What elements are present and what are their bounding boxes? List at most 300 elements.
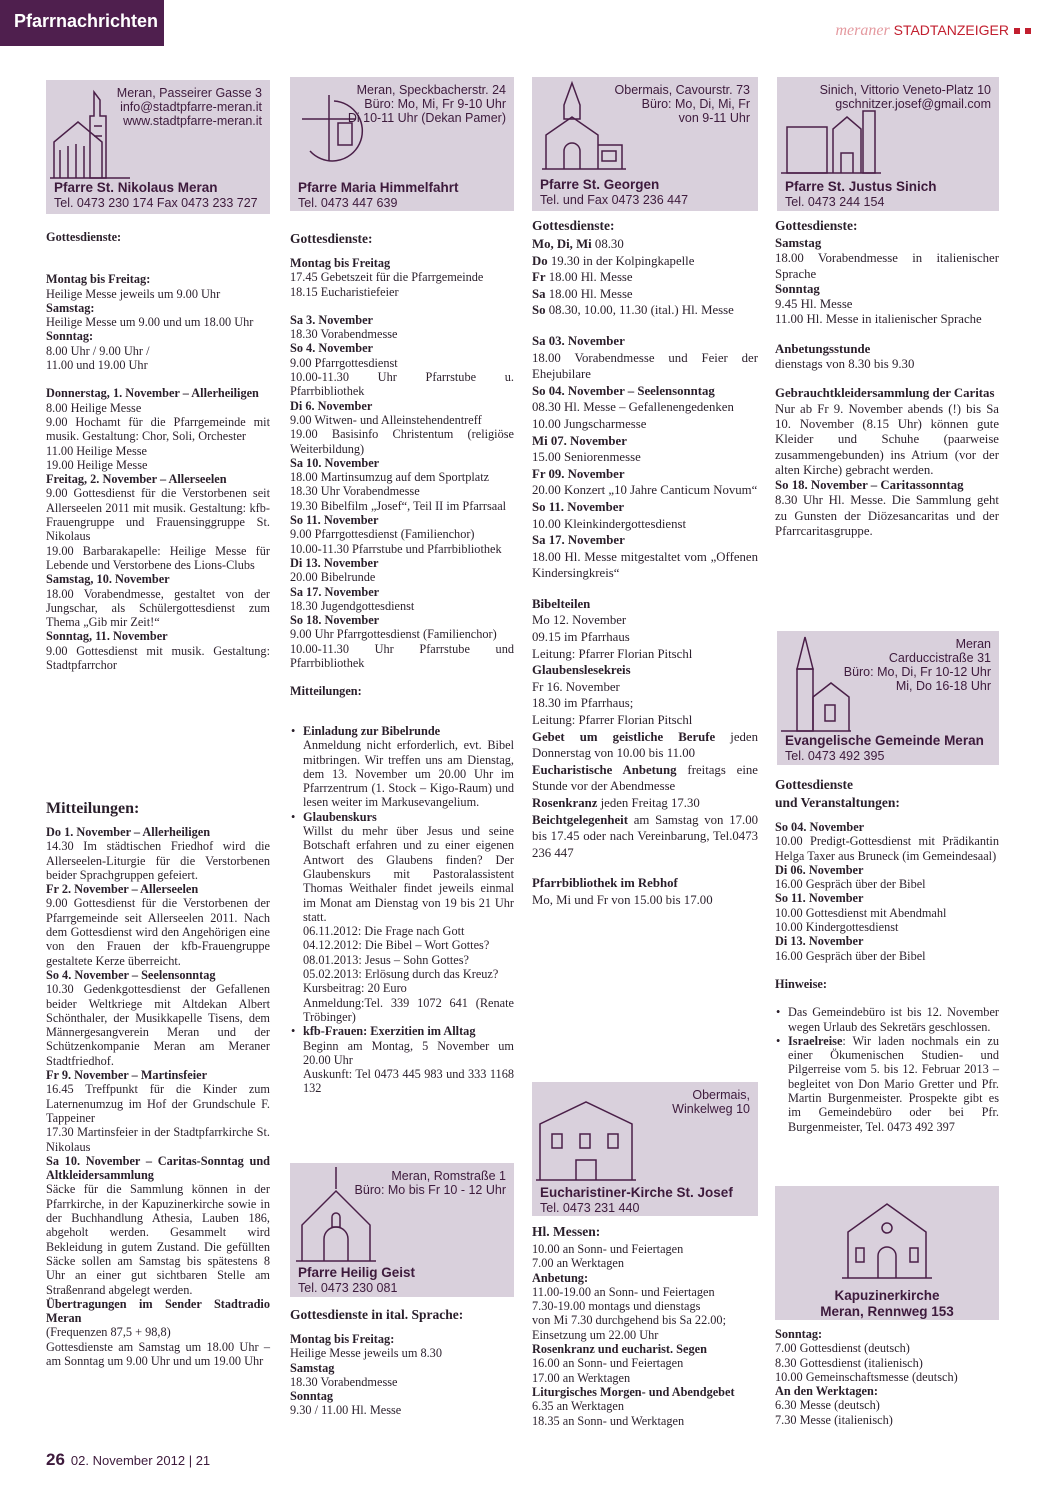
entry-text: 17.00 an Werktagen xyxy=(532,1370,631,1385)
spacer xyxy=(532,582,758,596)
entry-text: 10.00-11.30 Uhr Pfarrstube und Pfarrbibliothek xyxy=(290,641,514,671)
entry-text: 16.00 Gespräch über der Bibel xyxy=(775,948,926,963)
notice-item xyxy=(775,1005,999,1034)
parish-phone: Tel. 0473 447 639 xyxy=(298,196,398,210)
parish-box-heiliggeist: Meran, Romstraße 1 Büro: Mo bis Fr 10 - 12 Uhr Pfarre Heilig Geist Tel. 0473 230 081 xyxy=(290,1163,514,1297)
parish-name: Kapuzinerkirche xyxy=(834,1288,940,1303)
entry-text: 9.00 Hochamt für die Pfarrgemeinde mit musik. Gestaltung: Chor, Soli, Orchester xyxy=(46,414,270,444)
notice-body: : Wir laden nochmals ein zu einer Ökumenischen Studien- und Pilgerreise vom 5. bis 12. Februar 2013 – begleitet von Don Mario Gretter und Pfr. Martin Burgenmeister. Prospekte gibt es im Gemeindebüro oder bei Pfr. Burgenmeister, Tel. 0473 492 397 xyxy=(788,1033,999,1134)
entry-text: 18.00 Hl. Messe mitgestaltet vom „Offenen Kindersingkreis“ xyxy=(532,549,758,581)
entry-value: 18.00 Hl. Messe xyxy=(545,286,633,301)
entry-heading xyxy=(532,662,758,679)
entry-text: Leitung: Pfarrer Florian Pitschl xyxy=(532,713,693,728)
page-footer xyxy=(46,1450,210,1470)
parish-name: Pfarre Maria Himmelfahrt xyxy=(298,180,459,195)
entry-text: Heilige Messe jeweils um 8.30 xyxy=(290,1346,442,1361)
notice-line: 05.02.2013: Erlösung durch das Kreuz? xyxy=(303,967,499,982)
notice-item xyxy=(775,1034,999,1134)
spacer xyxy=(290,670,514,684)
entry-heading-text: Sa 3. November xyxy=(290,312,373,327)
parish-box-himmelfahrt: Meran, Speckbacherstr. 24 Büro: Mo, Mi, Fr 9-10 Uhr Di 10-11 Uhr (Dekan Pamer) Pfarre Maria Himmelfahrt Tel. 0473 447 639 xyxy=(290,77,514,211)
column-kapuziner xyxy=(775,1327,999,1427)
entry-text: 10.00-11.30 Uhr Pfarrstube u. Pfarrbibliothek xyxy=(290,370,514,399)
entry-text: 8.30 Uhr Hl. Messe. Die Sammlung geht zu Gunsten der Diözesancaritas und der Pfarrcaritasgruppe. xyxy=(775,493,999,539)
parish-name: Evangelische Gemeinde Meran xyxy=(785,733,984,748)
entry-text: 10.00 Gemeinschaftsmesse (deutsch) xyxy=(775,1369,958,1384)
entry-text: 19.30 Bibelfilm „Josef“, Teil II im Pfarrsaal xyxy=(290,498,507,513)
entry-value: 08.30, 10.00, 11.30 (ital.) Hl. Messe xyxy=(545,303,734,318)
entry-text: 18.30 im Pfarrhaus; xyxy=(532,696,634,711)
entry-heading-text: Sa 03. November xyxy=(532,333,625,348)
entry-heading xyxy=(775,282,999,297)
entry-heading-text: Di 06. November xyxy=(775,862,864,877)
entry-text: 09.15 im Pfarrhaus xyxy=(532,630,630,645)
notice-text xyxy=(303,1024,514,1067)
mitteilungen-himmelfahrt xyxy=(290,724,514,1096)
church-georgen-icon xyxy=(542,79,626,175)
entry-heading xyxy=(775,977,999,991)
entry-value: 19.30 in der Kolpingkapelle xyxy=(547,253,695,268)
entry-text: 9.00 Witwen- und Alleinstehendentreff xyxy=(290,412,482,427)
entry-text: 6.30 Messe (deutsch) xyxy=(775,1398,880,1413)
entry-heading xyxy=(46,472,270,486)
entry-heading xyxy=(46,272,270,286)
column-himmelfahrt xyxy=(290,231,514,713)
entry-label: Mo, Di, Mi xyxy=(532,237,592,251)
entry-text: 10.00 Gottesdienst mit Abendmahl xyxy=(775,905,947,920)
notice-text xyxy=(303,810,514,924)
entry-text: Gottesdienste am Samstag um 18.00 Uhr – am Sonntag um 9.00 Uhr und um 19.00 Uhr xyxy=(46,1339,270,1368)
page-number: 26 xyxy=(46,1450,65,1469)
notice-title: Israelreise xyxy=(788,1033,843,1048)
entry-heading-text: Glaubenslesekreis xyxy=(532,663,631,678)
entry-heading-text: Do 1. November – Allerheiligen xyxy=(46,825,211,839)
parish-box-justus: Sinich, Vittorio Veneto-Platz 10 gschnitzer.josef@gmail.com Pfarre St. Justus Sinich Tel. 0473 244 154 xyxy=(777,77,999,211)
entry-heading xyxy=(532,383,758,400)
issue-date: 02. November 2012 | 21 xyxy=(70,1453,211,1468)
entry-text: 18.00 Vorabendmesse, gestaltet von der Jungschar, als Schülergottesdienst zum Thema „Gib mir Zeit!“ xyxy=(46,586,270,630)
entry-text: 8.00 Uhr / 9.00 Uhr / xyxy=(46,343,150,358)
entry-heading xyxy=(532,532,758,549)
entry-heading xyxy=(290,1361,514,1375)
entry-heading-text: So 4. November – Seelensonntag xyxy=(46,967,216,982)
spacer xyxy=(775,372,999,386)
entry-heading xyxy=(46,629,270,643)
notice-text xyxy=(303,724,514,810)
entry-heading xyxy=(532,466,758,483)
section-heading: Gottesdienste: xyxy=(532,218,615,233)
entry-heading-text: Pfarrbibliothek im Rebhof xyxy=(532,876,678,891)
spacer xyxy=(290,1325,514,1332)
notice-line: 06.11.2012: Die Frage nach Gott xyxy=(303,924,465,939)
section-heading: Hl. Messen: xyxy=(532,1224,601,1239)
entry-text: 10.00 an Sonn- und Feiertagen xyxy=(532,1242,684,1256)
notice-text xyxy=(788,1005,999,1034)
entry-text xyxy=(532,812,758,862)
entry-heading-text: Freitag, 2. November – Allerseelen xyxy=(46,472,227,487)
entry-heading-text: Liturgisches Morgen- und Abendgebet xyxy=(532,1384,735,1399)
notice-line: 08.01.2013: Jesus – Sohn Gottes? xyxy=(303,952,470,967)
notice-item xyxy=(290,810,514,1024)
spacer xyxy=(46,258,270,272)
section-heading: Gottesdienste: xyxy=(775,218,858,233)
entry-text: 10.00 Kleinkindergottesdienst xyxy=(532,516,687,531)
entry-heading-text: So 11. November xyxy=(532,499,625,514)
entry-text: 10.00-11.30 Pfarrstube und Pfarrbibliothek xyxy=(290,541,502,556)
entry-text: 8.30 Gottesdienst (italienisch) xyxy=(775,1355,923,1370)
entry-heading-text: Mitteilungen: xyxy=(290,684,362,699)
entry-heading-text: Fr 9. November – Martinsfeier xyxy=(46,1068,208,1083)
parish-box-evangelisch: Meran Carduccistraße 31 Büro: Mo, Di, Fr 10-12 Uhr Mi, Do 16-18 Uhr Evangelische Gemeinde Meran Tel. 0473 492 395 xyxy=(777,631,999,765)
parish-address: Meran, Rennweg 153 xyxy=(820,1304,954,1319)
entry-heading-text: Sonntag xyxy=(775,281,820,296)
entry-label: Rosenkranz xyxy=(532,796,598,810)
entry-heading-text: Montag bis Freitag: xyxy=(46,272,151,287)
notice-body: Anmeldung nicht erforderlich, evt. Bibel mitbringen. Wir treffen uns am Dienstag, dem 13. November um 20.00 Uhr im Pfarrzentrum (1. Stock – Kigo-Raum) und lesen weiter im Markusevangelium. xyxy=(303,738,514,810)
church-evangelisch-icon xyxy=(781,635,851,735)
brand-logo: meraner STADTANZEIGER xyxy=(836,22,1032,40)
entry-text xyxy=(532,302,758,319)
spacer xyxy=(290,699,514,713)
entry-heading-text: Sonntag: xyxy=(775,1327,823,1341)
entry-heading xyxy=(775,934,999,948)
spacer xyxy=(46,244,270,258)
entry-heading xyxy=(290,513,514,527)
notice-line: Kursbeitrag: 20 Euro xyxy=(303,981,407,996)
notice-text xyxy=(788,1034,999,1134)
entry-heading xyxy=(46,1154,270,1183)
spacer xyxy=(775,328,999,342)
entry-text: 18.30 Vorabendmesse xyxy=(290,327,398,342)
entry-heading-text: So 11. November xyxy=(290,513,379,528)
entry-text: von Mi 7.30 durchgehend bis Sa 22.00; Einsetzung um 22.00 Uhr xyxy=(532,1313,727,1342)
entry-text xyxy=(532,286,758,303)
entry-heading-text: So 18. November – Caritassonntag xyxy=(775,478,964,493)
entry-heading-text: Anbetung: xyxy=(532,1270,589,1285)
entry-text: 7.00 Gottesdienst (deutsch) xyxy=(775,1341,910,1356)
entry-text: 18.00 Vorabendmesse in italienischer Sprache xyxy=(775,251,999,281)
entry-text: 9.45 Hl. Messe xyxy=(775,297,853,312)
section-heading: und Veranstaltungen: xyxy=(775,795,900,810)
notice-line: Auskunft: Tel 0473 445 983 und 333 1168 132 xyxy=(303,1067,514,1096)
notice-item xyxy=(290,724,514,810)
entry-heading xyxy=(532,875,758,892)
entry-text: (Frequenzen 87,5 + 98,8) xyxy=(46,1325,171,1340)
entry-heading xyxy=(46,968,270,982)
parish-name: Pfarre Heilig Geist xyxy=(298,1265,416,1280)
spacer xyxy=(46,818,270,825)
entry-heading-text: Sonntag xyxy=(290,1389,334,1404)
entry-text: 11.00 Hl. Messe in italienischer Sprache xyxy=(775,312,982,327)
spacer xyxy=(775,991,999,1005)
entry-text: Nur ab Fr 9. November abends (!) bis Sa 10. November (8.15 Uhr) können gute Kleider und Schuhe (paarweise zusammengebunden) ins Atrium (vor der alten Kirche) gebracht werden. xyxy=(775,401,999,477)
entry-text: 18.00 Vorabendmesse und Feier der Ehejubilare xyxy=(532,350,758,382)
section-heading: Gottesdienste xyxy=(775,777,853,792)
entry-text: 18.30 Jugendgottesdienst xyxy=(290,598,415,613)
entry-heading-text: Sonntag, 11. November xyxy=(46,629,168,644)
entry-text: 11.00-19.00 an Sonn- und Feiertagen xyxy=(532,1284,715,1299)
entry-text: 10.00 Kindergottesdienst xyxy=(775,920,899,935)
entry-heading xyxy=(532,433,758,450)
entry-value: 18.00 Hl. Messe xyxy=(545,270,633,285)
entry-text: 10.00 Predigt-Gottesdienst mit Prädikantin Helga Taxer aus Bruneck (im Gemeindesaal) xyxy=(775,834,999,863)
entry-text: 18.30 Uhr Vorabendmesse xyxy=(290,484,420,499)
section-tab: Pfarrnachrichten xyxy=(0,0,164,46)
entry-heading xyxy=(290,684,514,698)
entry-heading-text: Gebrauchtkleidersammlung der Caritas xyxy=(775,386,995,401)
entry-text: Mo, Mi und Fr von 15.00 bis 17.00 xyxy=(532,892,713,907)
entry-heading xyxy=(775,891,999,905)
entry-heading-text: Montag bis Freitag xyxy=(290,256,391,270)
entry-heading-text: So 18. November xyxy=(290,613,380,628)
entry-text: 20.00 Konzert „10 Jahre Canticum Novum“ xyxy=(532,483,758,498)
entry-text: 19.00 Heilige Messe xyxy=(46,457,148,472)
church-josef-icon xyxy=(536,1084,636,1184)
entry-label: Do xyxy=(532,253,548,268)
entry-text: 20.00 Bibelrunde xyxy=(290,570,376,585)
entry-heading-text: Hinweise: xyxy=(775,976,827,991)
notice-title: Glaubenskurs xyxy=(303,809,377,824)
entry-heading xyxy=(775,820,999,834)
entry-heading-text: Gottesdienste: xyxy=(46,230,122,244)
entry-text xyxy=(532,269,758,286)
entry-heading xyxy=(290,556,514,570)
entry-text: 11.00 Heilige Messe xyxy=(46,443,147,458)
entry-text xyxy=(532,729,758,762)
parish-name: Pfarre St. Georgen xyxy=(540,177,660,192)
parish-name: Pfarre St. Nikolaus Meran xyxy=(54,180,218,195)
entry-heading-text: Sa 10. November xyxy=(290,455,380,470)
entry-heading-text: So 11. November xyxy=(775,891,864,906)
entry-text xyxy=(532,762,758,795)
entry-heading xyxy=(290,313,514,327)
entry-heading xyxy=(775,478,999,493)
entry-text: 10.00 Jungscharmesse xyxy=(532,416,647,431)
entry-text: Heilige Messe jeweils um 9.00 Uhr xyxy=(46,286,221,301)
entry-value: freitags eine Stunde vor der Abendmesse xyxy=(532,762,758,794)
column-josef xyxy=(532,1224,758,1428)
entry-text: 18.15 Eucharistiefeier xyxy=(290,284,399,299)
entry-label: Sa xyxy=(532,286,546,301)
section-heading: Gottesdienste in ital. Sprache: xyxy=(290,1307,464,1322)
entry-heading xyxy=(532,1271,758,1285)
entry-text: 19.00 Basisinfo Christentum (religiöse Weiterbildung) xyxy=(290,427,514,456)
entry-heading-text: Samstag: xyxy=(46,300,95,315)
entry-text: 7.00 an Werktagen xyxy=(532,1256,625,1271)
entry-heading-text: Fr 09. November xyxy=(532,466,625,481)
entry-heading xyxy=(775,386,999,401)
entry-text: 9.30 / 11.00 Hl. Messe xyxy=(290,1403,402,1418)
entry-heading-text: Sa 17. November xyxy=(532,533,625,548)
entry-text: 19.00 Barbarakapelle: Heilige Messe für Lebende und Verstorbene des Lions-Clubs xyxy=(46,543,270,572)
entry-label: Fr xyxy=(532,270,546,285)
spacer xyxy=(532,319,758,333)
entry-text: 14.30 Im städtischen Friedhof wird die Allerseelen-Liturgie für die Verstorbenen beider Sprachgruppen gefeiert. xyxy=(46,839,270,882)
entry-text: 18.00 Martinsumzug auf dem Sportplatz xyxy=(290,470,490,485)
entry-heading xyxy=(290,456,514,470)
entry-text: 9.00 Gottesdienst mit musik. Gestaltung: Stadtpfarrchor xyxy=(46,643,270,673)
entry-heading-text: Di 13. November xyxy=(290,555,379,570)
entry-heading xyxy=(46,572,270,586)
entry-text: 18.35 an Sonn- und Werktagen xyxy=(532,1413,685,1428)
entry-heading-text: Sa 10. November – Caritas-Sonntag und Altkleidersammlung xyxy=(46,1153,270,1183)
entry-heading-text: Übertragungen im Sender Stadtradio Meran xyxy=(46,1296,270,1326)
notice-body: Willst du mehr über Jesus und seine Botschaft erfahren und zu einer eigenen Antwort des Glaubens finden? Der Glaubenskurs mit Pastoralassistent Thomas Weithaler findet jeweils einmal im Monat am Dienstag von 19 bis 21 Uhr statt. xyxy=(303,824,514,924)
entry-heading xyxy=(46,230,270,244)
notice-list xyxy=(775,1005,999,1134)
entry-text: 9.00 Uhr Pfarrgottesdienst (Familienchor) xyxy=(290,627,497,642)
entry-text xyxy=(532,795,758,812)
parish-phone: Tel. 0473 230 174 Fax 0473 233 727 xyxy=(54,196,258,210)
entry-heading-text: Donnerstag, 1. November – Allerheiligen xyxy=(46,386,259,401)
entry-text: Leitung: Pfarrer Florian Pitschl xyxy=(532,646,693,661)
entry-text: 16.45 Treffpunkt für die Kinder zum Laternenumzug im Hof der Grundschule F. Tappeiner xyxy=(46,1082,270,1125)
column-nikolaus xyxy=(46,230,270,672)
spacer xyxy=(46,372,270,386)
parish-phone: Tel. 0473 231 440 xyxy=(540,1201,640,1215)
entry-text: 10.30 Gedenkgottesdienst der Gefallenen beider Weltkriege mit Altdekan Albert Schönthaler, der Musikkapelle Tisens, dem Männergesangverein Meran und der Schützenkompanie Meran am Meraner Stadtfriedhof. xyxy=(46,982,270,1068)
entry-heading-text: An den Werktagen: xyxy=(775,1384,878,1399)
entry-label: Eucharistische Anbetung xyxy=(532,762,677,777)
parish-box-georgen: Obermais, Cavourstr. 73 Büro: Mo, Di, Mi, Fr von 9-11 Uhr Pfarre St. Georgen Tel. und Fax 0473 236 447 xyxy=(532,77,758,211)
entry-heading xyxy=(290,1389,514,1403)
entry-heading-text: Fr 2. November – Allerseelen xyxy=(46,882,199,897)
notice-item xyxy=(290,1024,514,1095)
entry-label: So xyxy=(532,303,546,318)
parish-phone: Tel. 0473 230 081 xyxy=(298,1281,398,1295)
section-heading: Gottesdienste: xyxy=(290,231,373,246)
entry-text: 16.00 an Sonn- und Feiertagen xyxy=(532,1356,684,1371)
entry-heading xyxy=(775,863,999,877)
entry-value: am Samstag von 17.00 bis 17.45 oder nach Vereinbarung, Tel.0473 236 447 xyxy=(532,812,758,860)
entry-heading xyxy=(532,333,758,350)
entry-heading xyxy=(290,585,514,599)
entry-heading xyxy=(290,1332,514,1346)
entry-text: Fr 16. November xyxy=(532,679,620,694)
entry-heading xyxy=(775,1327,999,1341)
entry-text: Mo 12. November xyxy=(532,613,627,628)
entry-text: 08.30 Hl. Messe – Gefallenengedenken xyxy=(532,400,734,415)
parish-name: Eucharistiner-Kirche St. Josef xyxy=(540,1185,733,1200)
entry-text: 11.00 und 19.00 Uhr xyxy=(46,358,148,373)
entry-heading-text: Samstag, 10. November xyxy=(46,572,170,587)
notice-body: Das Gemeindebüro ist bis 12. November wegen Urlaub des Sekretärs geschlossen. xyxy=(788,1005,999,1034)
entry-text: 16.00 Gespräch über der Bibel xyxy=(775,877,926,892)
entry-heading xyxy=(775,236,999,251)
entry-heading xyxy=(775,342,999,357)
entry-heading-text: Samstag xyxy=(290,1360,335,1375)
parish-name: Pfarre St. Justus Sinich xyxy=(785,179,937,194)
entry-heading-text: So 04. November – Seelensonntag xyxy=(532,383,715,398)
entry-text: 7.30-19.00 montags und dienstags xyxy=(532,1299,701,1314)
spacer xyxy=(290,249,514,256)
column-heiliggeist xyxy=(290,1307,514,1418)
entry-value: jeden Donnerstag von 10.00 bis 11.00 xyxy=(532,729,758,761)
entry-value: 08.30 xyxy=(591,237,624,251)
entry-heading xyxy=(532,596,758,613)
parish-phone: Tel. 0473 492 395 xyxy=(785,749,885,763)
entry-heading xyxy=(46,1068,270,1082)
entry-text: 17.30 Martinsfeier in der Stadtpfarrkirche St. Nikolaus xyxy=(46,1125,270,1154)
column-justus xyxy=(775,218,999,539)
parish-box-nikolaus: Meran, Passeirer Gasse 3 info@stadtpfarre-meran.it www.stadtpfarre-meran.it Pfarre St. Nikolaus Meran Tel. 0473 230 174 Fax 0473 233 727 xyxy=(46,80,270,214)
entry-text: 18.30 Vorabendmesse xyxy=(290,1374,398,1389)
entry-heading xyxy=(46,329,270,343)
entry-heading xyxy=(46,825,270,839)
entry-heading xyxy=(532,499,758,516)
entry-value: jeden Freitag 17.30 xyxy=(597,796,700,810)
entry-text: 9.00 Pfarrgottesdienst (Familienchor) xyxy=(290,527,475,542)
entry-heading xyxy=(290,341,514,355)
notice-line: Anmeldung:Tel. 339 1072 641 (Renate Tröbinger) xyxy=(303,995,514,1024)
entry-text: 8.00 Heilige Messe xyxy=(46,400,142,415)
mitteilungen-nikolaus xyxy=(46,800,270,1368)
section-heading: Mitteilungen: xyxy=(46,800,140,817)
entry-text: 7.30 Messe (italienisch) xyxy=(775,1412,893,1427)
entry-heading xyxy=(46,882,270,896)
entry-heading-text: So 04. November xyxy=(775,820,865,834)
column-evangelisch xyxy=(775,777,999,1134)
parish-phone: Tel. und Fax 0473 236 447 xyxy=(540,193,689,207)
entry-text: 9.00 Pfarrgottesdienst xyxy=(290,355,398,370)
entry-heading xyxy=(532,1385,758,1399)
spacer xyxy=(775,963,999,977)
spacer xyxy=(775,813,999,820)
entry-heading xyxy=(290,256,514,270)
entry-heading xyxy=(46,301,270,315)
entry-text: 17.45 Gebetszeit für die Pfarrgemeinde xyxy=(290,270,484,285)
entry-heading-text: Mi 07. November xyxy=(532,433,627,448)
entry-heading xyxy=(290,399,514,413)
notice-title: kfb-Frauen: Exerzitien im Alltag xyxy=(303,1024,476,1039)
entry-text: Säcke für die Sammlung können in der Pfarrkirche, in der Kapuzinerkirche sowie in der Buchhandlung Athesia, Lauben 186, abgeholt werden. Gesammelt wird Bekleidung in gutem Zustand. Die gefüllten Säcke sollen am Samstag bis spätestens 8 Uhr an einer gut sichtbaren Stelle am Straßenrand abgelegt werden. xyxy=(46,1182,270,1297)
notice-title: Einladung zur Bibelrunde xyxy=(303,724,441,738)
notice-body: Beginn am Montag, 5 November um 20.00 Uhr xyxy=(303,1038,514,1067)
entry-text: dienstags von 8.30 bis 9.30 xyxy=(775,357,915,372)
entry-label: Gebet um geistliche Berufe xyxy=(532,729,716,744)
entry-heading xyxy=(532,1342,758,1356)
spacer xyxy=(290,299,514,313)
entry-heading-text: Montag bis Freitag: xyxy=(290,1332,395,1346)
parish-box-josef: Obermais, Winkelweg 10 Eucharistiner-Kirche St. Josef Tel. 0473 231 440 xyxy=(532,1082,758,1216)
entry-text xyxy=(532,253,758,270)
notice-line: 04.12.2012: Die Bibel – Wort Gottes? xyxy=(303,938,490,953)
entry-text: 15.00 Seniorenmesse xyxy=(532,450,641,465)
entry-heading-text: Bibelteilen xyxy=(532,596,591,611)
entry-text xyxy=(532,236,758,253)
entry-heading-text: Sonntag: xyxy=(46,329,94,344)
column-georgen xyxy=(532,218,758,909)
entry-text: 9.00 Gottesdienst für die Verstorbenen der Pfarrgemeinde seit Allerseelen 2011. Nach dem Gottesdienst wird den Angehörigen eine von den Frauen der kfb-Frauengruppe gestaltete Kerze überreicht. xyxy=(46,896,270,968)
entry-text: 9.00 Gottesdienst für die Verstorbenen seit Allerseelen 2011 mit musik. Gestaltung: kfb-Frauengruppe und Frauensinggruppe St. Nikolaus xyxy=(46,486,270,544)
parish-box-kapuziner xyxy=(775,1186,999,1320)
entry-heading-text: Anbetungsstunde xyxy=(775,341,871,356)
entry-heading xyxy=(46,1297,270,1326)
entry-text: 6.35 an Werktagen xyxy=(532,1399,625,1414)
entry-heading-text: So 4. November xyxy=(290,341,373,356)
entry-text: Heilige Messe um 9.00 und um 18.00 Uhr xyxy=(46,315,254,330)
entry-heading xyxy=(46,386,270,400)
entry-label: Beichtgelegenheit xyxy=(532,812,628,827)
entry-heading-text: Di 6. November xyxy=(290,398,373,413)
entry-heading-text: Di 13. November xyxy=(775,934,864,949)
entry-heading-text: Samstag xyxy=(775,236,822,250)
church-kapuziner-icon xyxy=(842,1192,932,1282)
parish-phone: Tel. 0473 244 154 xyxy=(785,195,885,209)
entry-heading xyxy=(775,1384,999,1398)
entry-heading-text: Sa 17. November xyxy=(290,584,380,599)
spacer xyxy=(532,861,758,875)
